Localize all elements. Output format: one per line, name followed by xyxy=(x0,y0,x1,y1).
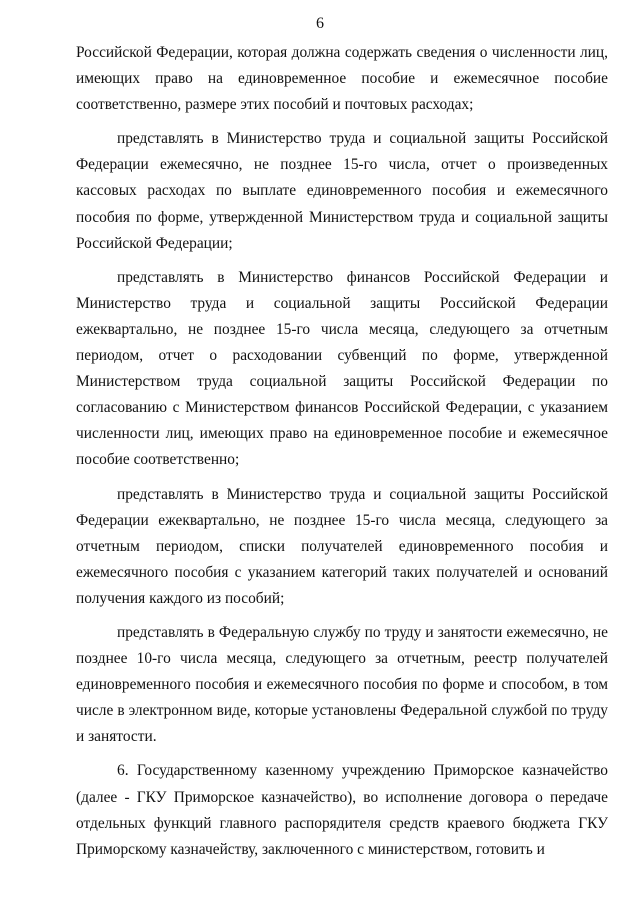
page-number: 6 xyxy=(316,15,324,32)
paragraph-recipient-lists-quarterly: представлять в Министерство труда и социальной защиты Российской Федерации ежеквартально, не позднее 15-го числа месяца, следующего за отчетным периодом, списки получателей единовременного пособия и ежемесячного пособия с указанием категорий таких получателей и оснований получения каждого из пособий; xyxy=(76,485,608,607)
paragraph-report-labor-ministry-monthly: представлять в Министерство труда и социальной защиты Российской Федерации ежемесячно, не позднее 15-го числа, отчет о произведенных кассовых расходах по выплате единовременного пособия и ежемесячного пособия по форме, утвержденной Министерством труда и социальной защиты Российской Федерации; xyxy=(76,130,608,252)
paragraph-item-6-treasury: 6. Государственному казенному учреждению Приморское казначейство (далее - ГКУ Приморское казначейство), во исполнение договора о передаче отдельных функций главного распорядителя средств краевого бюджета ГКУ Приморскому казначейству, заключенного с министерством, готовить и xyxy=(76,762,608,858)
paragraph-continuation: Российской Федерации, которая должна содержать сведения о численности лиц, имеющих право на единовременное пособие и ежемесячное пособие соответственно, размере этих пособий и почтовых расходах; xyxy=(76,44,608,114)
paragraph-report-finance-ministry-quarterly: представлять в Министерство финансов Российской Федерации и Министерство труда и социальной защиты Российской Федерации ежеквартально, не позднее 15-го числа месяца, следующего за отчетным периодом, отчет о расходовании субвенций по форме, утвержденной Министерством труда социальной защиты Российской Федерации по согласованию с Министерством финансов Российской Федерации, с указанием численности лиц, имеющих право на единовременное пособие и ежемесячное пособие соответственно; xyxy=(76,268,608,469)
document-body xyxy=(76,40,608,871)
paragraph-registry-labor-service: представлять в Федеральную службу по труду и занятости ежемесячно, не позднее 10-го числа месяца, следующего за отчетным, реестр получателей единовременного пособия и ежемесячного пособия по форме и способом, в том числе в электронном виде, которые установлены Федеральной службой по труду и занятости. xyxy=(76,623,608,746)
